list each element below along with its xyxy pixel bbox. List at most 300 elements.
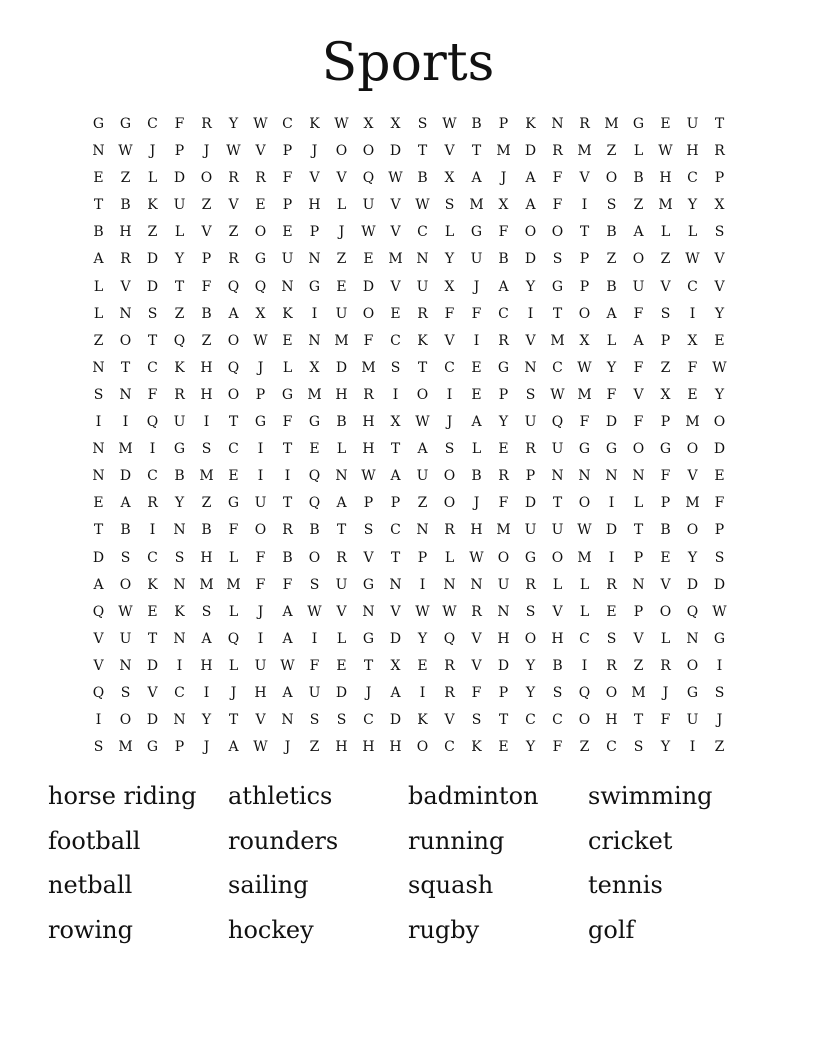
grid-letter: G: [227, 495, 240, 512]
grid-letter: J: [203, 143, 210, 160]
grid-letter: F: [471, 305, 482, 322]
grid-letter: P: [498, 116, 509, 132]
grid-letter: U: [470, 251, 483, 268]
grid-letter: F: [174, 116, 185, 132]
grid-letter: N: [632, 468, 645, 485]
grid-letter: D: [713, 576, 726, 593]
grid-letter: D: [92, 549, 105, 566]
grid-letter: V: [525, 332, 536, 349]
grid-letter: T: [633, 712, 644, 729]
grid-letter: W: [253, 116, 268, 132]
grid-letter: D: [335, 684, 348, 701]
grid-letter: A: [417, 441, 428, 458]
grid-letter: D: [713, 441, 726, 458]
grid-letter: E: [471, 386, 482, 403]
grid-letter: T: [228, 712, 239, 729]
grid-letter: V: [255, 143, 266, 160]
grid-letter: C: [147, 468, 158, 485]
grid-letter: L: [552, 576, 563, 593]
grid-letter: N: [524, 359, 537, 376]
grid-letter: W: [550, 386, 565, 403]
grid-letter: M: [307, 386, 322, 403]
grid-letter: L: [606, 332, 617, 349]
grid-letter: N: [173, 522, 186, 539]
grid-letter: G: [713, 630, 726, 647]
grid-letter: K: [525, 116, 536, 132]
grid-letter: P: [660, 495, 671, 512]
grid-letter: R: [498, 332, 509, 349]
grid-letter: H: [362, 414, 375, 431]
grid-letter: Y: [498, 414, 509, 431]
grid-letter: S: [120, 684, 131, 701]
word-list-item: running: [408, 826, 505, 855]
grid-letter: Z: [120, 170, 131, 187]
grid-letter: R: [579, 116, 590, 132]
grid-letter: A: [525, 197, 536, 214]
grid-letter: U: [335, 576, 348, 593]
grid-letter: F: [552, 170, 563, 187]
word-list-item: rowing: [48, 915, 133, 944]
grid-letter: R: [417, 305, 428, 322]
grid-letter: Z: [660, 251, 671, 268]
grid-letter: E: [93, 495, 104, 512]
grid-letter: V: [336, 170, 347, 187]
grid-letter: E: [660, 116, 671, 132]
grid-letter: O: [632, 251, 645, 268]
grid-letter: F: [282, 576, 293, 593]
grid-letter: X: [498, 197, 509, 214]
grid-letter: O: [362, 143, 375, 160]
grid-letter: W: [712, 359, 727, 376]
grid-letter: V: [363, 549, 374, 566]
grid-letter: X: [363, 116, 374, 132]
grid-letter: A: [228, 305, 239, 322]
grid-letter: A: [93, 251, 104, 268]
grid-letter: K: [471, 739, 482, 756]
grid-letter: U: [281, 251, 294, 268]
word-list-item: tennis: [588, 871, 663, 899]
grid-letter: S: [390, 359, 401, 376]
grid-letter: C: [687, 278, 698, 295]
grid-letter: D: [524, 251, 537, 268]
grid-letter: T: [552, 305, 563, 322]
grid-letter: F: [498, 495, 509, 512]
grid-letter: N: [335, 468, 348, 485]
grid-letter: Z: [633, 197, 644, 214]
grid-letter: F: [282, 170, 293, 187]
grid-letter: E: [363, 251, 374, 268]
grid-letter: N: [281, 278, 294, 295]
grid-letter: I: [257, 468, 264, 485]
grid-letter: N: [578, 468, 591, 485]
grid-letter: O: [551, 224, 564, 241]
grid-letter: N: [119, 305, 132, 322]
grid-letter: T: [714, 116, 725, 132]
grid-letter: J: [446, 414, 453, 431]
grid-letter: N: [92, 441, 105, 458]
grid-letter: N: [173, 630, 186, 647]
grid-letter: G: [686, 684, 699, 701]
grid-letter: Q: [173, 332, 186, 349]
grid-row: [85, 599, 733, 626]
grid-letter: N: [416, 251, 429, 268]
grid-letter: J: [257, 359, 264, 376]
grid-letter: P: [309, 224, 320, 241]
grid-letter: G: [362, 630, 375, 647]
grid-letter: O: [119, 576, 132, 593]
grid-letter: N: [281, 712, 294, 729]
grid-letter: E: [228, 468, 239, 485]
grid-letter: R: [444, 684, 455, 701]
grid-row: [85, 463, 733, 490]
grid-letter: D: [146, 278, 159, 295]
grid-letter: I: [689, 739, 696, 756]
grid-letter: E: [309, 441, 320, 458]
grid-letter: D: [497, 657, 510, 674]
grid-letter: L: [228, 603, 239, 620]
grid-letter: F: [201, 278, 212, 295]
grid-letter: U: [497, 576, 510, 593]
grid-letter: P: [525, 468, 536, 485]
grid-letter: L: [579, 603, 590, 620]
grid-letter: I: [527, 305, 534, 322]
grid-letter: B: [633, 170, 644, 187]
grid-letter: B: [201, 305, 212, 322]
word-list-item: squash: [408, 871, 494, 899]
grid-row: [85, 219, 733, 246]
word-list-item: rugby: [408, 915, 480, 944]
grid-letter: H: [362, 739, 375, 756]
grid-letter: F: [444, 305, 455, 322]
grid-letter: T: [147, 332, 158, 349]
grid-letter: P: [660, 332, 671, 349]
grid-letter: E: [417, 657, 428, 674]
grid-letter: D: [146, 712, 159, 729]
grid-letter: F: [498, 224, 509, 241]
grid-letter: Z: [633, 657, 644, 674]
grid-row: [85, 653, 733, 680]
grid-letter: A: [390, 684, 401, 701]
grid-letter: J: [311, 143, 318, 160]
grid-letter: X: [255, 305, 266, 322]
grid-letter: L: [228, 657, 239, 674]
grid-letter: E: [471, 359, 482, 376]
grid-letter: F: [660, 468, 671, 485]
grid-letter: L: [579, 576, 590, 593]
grid-letter: I: [419, 576, 426, 593]
grid-letter: D: [146, 657, 159, 674]
grid-letter: E: [390, 305, 401, 322]
grid-letter: M: [685, 414, 700, 431]
grid-letter: K: [147, 197, 158, 214]
grid-letter: Q: [227, 359, 240, 376]
grid-letter: R: [336, 549, 347, 566]
grid-letter: S: [552, 684, 563, 701]
grid-letter: P: [714, 170, 725, 187]
grid-row: [85, 490, 733, 517]
grid-letter: Z: [606, 251, 617, 268]
grid-letter: C: [228, 441, 239, 458]
grid-letter: Y: [174, 495, 185, 512]
grid-letter: G: [281, 386, 294, 403]
grid-letter: Z: [606, 143, 617, 160]
grid-letter: G: [254, 251, 267, 268]
grid-letter: F: [282, 414, 293, 431]
grid-letter: A: [390, 468, 401, 485]
grid-letter: V: [390, 224, 401, 241]
grid-row: [85, 436, 733, 463]
grid-letter: N: [686, 630, 699, 647]
grid-letter: N: [389, 576, 402, 593]
grid-letter: O: [254, 522, 267, 539]
word-list-item: badminton: [408, 782, 539, 810]
grid-letter: E: [498, 441, 509, 458]
grid-letter: S: [714, 224, 725, 241]
grid-letter: V: [633, 386, 644, 403]
grid-letter: U: [551, 441, 564, 458]
grid-letter: F: [363, 332, 374, 349]
grid-letter: B: [201, 522, 212, 539]
grid-letter: W: [442, 116, 457, 132]
grid-letter: B: [309, 522, 320, 539]
grid-row: [85, 517, 733, 544]
word-list: [48, 774, 768, 952]
grid-letter: Y: [525, 657, 536, 674]
grid-letter: D: [146, 251, 159, 268]
grid-letter: C: [552, 359, 563, 376]
grid-row: [85, 301, 733, 328]
grid-letter: W: [253, 739, 268, 756]
grid-letter: Z: [174, 305, 185, 322]
grid-letter: P: [714, 522, 725, 539]
grid-letter: G: [578, 441, 591, 458]
grid-letter: H: [335, 739, 348, 756]
grid-letter: Y: [714, 386, 725, 403]
grid-letter: I: [581, 197, 588, 214]
grid-letter: H: [200, 549, 213, 566]
grid-letter: P: [633, 549, 644, 566]
grid-letter: F: [714, 495, 725, 512]
grid-letter: N: [173, 712, 186, 729]
grid-letter: J: [257, 603, 264, 620]
grid-letter: V: [390, 603, 401, 620]
grid-letter: N: [551, 116, 564, 132]
grid-letter: I: [311, 630, 318, 647]
grid-letter: T: [633, 522, 644, 539]
grid-letter: A: [498, 278, 509, 295]
grid-letter: M: [496, 522, 511, 539]
grid-letter: O: [686, 657, 699, 674]
grid-letter: S: [606, 630, 617, 647]
grid-letter: S: [147, 305, 158, 322]
grid-letter: U: [551, 522, 564, 539]
grid-letter: B: [282, 549, 293, 566]
grid-letter: L: [660, 630, 671, 647]
grid-letter: T: [390, 441, 401, 458]
grid-row: [85, 246, 733, 273]
grid-letter: N: [92, 143, 105, 160]
grid-letter: C: [687, 170, 698, 187]
grid-letter: V: [660, 576, 671, 593]
grid-letter: W: [118, 143, 133, 160]
grid-letter: W: [307, 603, 322, 620]
grid-letter: S: [714, 549, 725, 566]
grid-letter: D: [389, 143, 402, 160]
grid-letter: M: [577, 386, 592, 403]
grid-letter: O: [551, 549, 564, 566]
grid-letter: Z: [714, 739, 725, 756]
grid-letter: V: [714, 251, 725, 268]
grid-letter: I: [95, 414, 102, 431]
grid-letter: H: [119, 224, 132, 241]
grid-letter: N: [308, 332, 321, 349]
grid-row: [85, 626, 733, 653]
grid-letter: I: [257, 630, 264, 647]
grid-letter: O: [443, 495, 456, 512]
grid-letter: N: [470, 576, 483, 593]
grid-letter: R: [471, 603, 482, 620]
grid-letter: P: [201, 251, 212, 268]
grid-letter: Z: [228, 224, 239, 241]
grid-letter: T: [120, 359, 131, 376]
grid-letter: R: [444, 657, 455, 674]
grid-letter: L: [687, 224, 698, 241]
grid-letter: V: [660, 278, 671, 295]
grid-letter: D: [335, 359, 348, 376]
grid-letter: N: [119, 657, 132, 674]
grid-letter: O: [524, 224, 537, 241]
grid-letter: Q: [227, 278, 240, 295]
grid-letter: N: [497, 603, 510, 620]
grid-letter: D: [524, 495, 537, 512]
grid-letter: F: [633, 359, 644, 376]
grid-letter: M: [550, 332, 565, 349]
grid-letter: V: [444, 332, 455, 349]
grid-letter: C: [390, 332, 401, 349]
grid-letter: P: [579, 278, 590, 295]
grid-letter: S: [714, 684, 725, 701]
grid-letter: B: [336, 414, 347, 431]
grid-letter: S: [93, 386, 104, 403]
grid-letter: K: [309, 116, 320, 132]
grid-letter: Z: [579, 739, 590, 756]
grid-letter: O: [632, 441, 645, 458]
grid-letter: V: [309, 170, 320, 187]
grid-letter: O: [659, 603, 672, 620]
grid-letter: B: [174, 468, 185, 485]
grid-letter: P: [282, 143, 293, 160]
grid-letter: T: [147, 630, 158, 647]
grid-letter: V: [444, 712, 455, 729]
grid-row: [85, 409, 733, 436]
grid-letter: P: [174, 143, 185, 160]
grid-letter: T: [336, 522, 347, 539]
grid-letter: B: [417, 170, 428, 187]
grid-letter: K: [417, 712, 428, 729]
grid-letter: V: [390, 197, 401, 214]
grid-letter: T: [579, 224, 590, 241]
grid-letter: R: [201, 116, 212, 132]
grid-letter: S: [309, 712, 320, 729]
grid-letter: G: [497, 359, 510, 376]
grid-letter: A: [282, 630, 293, 647]
grid-letter: H: [605, 712, 618, 729]
grid-letter: M: [118, 739, 133, 756]
grid-letter: A: [120, 495, 131, 512]
grid-letter: P: [633, 603, 644, 620]
grid-letter: F: [660, 712, 671, 729]
grid-letter: W: [469, 549, 484, 566]
grid-letter: S: [552, 251, 563, 268]
grid-letter: S: [633, 739, 644, 756]
grid-letter: V: [93, 657, 104, 674]
grid-letter: I: [311, 305, 318, 322]
grid-letter: U: [362, 197, 375, 214]
grid-letter: M: [199, 576, 214, 593]
grid-letter: W: [388, 170, 403, 187]
grid-letter: U: [308, 684, 321, 701]
grid-letter: J: [203, 739, 210, 756]
grid-row: [85, 572, 733, 599]
grid-letter: T: [417, 359, 428, 376]
grid-letter: A: [201, 630, 212, 647]
grid-letter: P: [363, 495, 374, 512]
grid-letter: D: [173, 170, 186, 187]
grid-letter: Y: [687, 549, 698, 566]
grid-letter: L: [228, 549, 239, 566]
grid-letter: R: [714, 143, 725, 160]
grid-letter: V: [390, 278, 401, 295]
grid-letter: Z: [417, 495, 428, 512]
grid-letter: J: [500, 170, 507, 187]
grid-letter: Z: [336, 251, 347, 268]
grid-letter: Q: [362, 170, 375, 187]
grid-letter: X: [687, 332, 698, 349]
grid-letter: N: [92, 468, 105, 485]
grid-letter: Q: [146, 414, 159, 431]
grid-letter: F: [606, 386, 617, 403]
grid-letter: V: [255, 712, 266, 729]
grid-row: [85, 165, 733, 192]
grid-letter: S: [660, 305, 671, 322]
grid-letter: I: [203, 414, 210, 431]
grid-letter: B: [606, 278, 617, 295]
grid-letter: H: [254, 684, 267, 701]
grid-letter: D: [605, 414, 618, 431]
grid-letter: E: [336, 657, 347, 674]
grid-letter: E: [714, 332, 725, 349]
grid-letter: V: [579, 170, 590, 187]
grid-letter: W: [415, 603, 430, 620]
word-list-item: cricket: [588, 826, 673, 855]
grid-letter: E: [606, 603, 617, 620]
word-list-item: rounders: [228, 826, 339, 855]
grid-letter: B: [660, 522, 671, 539]
grid-letter: R: [147, 495, 158, 512]
grid-letter: O: [227, 332, 240, 349]
grid-letter: Z: [309, 739, 320, 756]
grid-letter: M: [118, 441, 133, 458]
grid-letter: I: [149, 441, 156, 458]
grid-letter: L: [282, 359, 293, 376]
grid-letter: O: [713, 414, 726, 431]
grid-letter: A: [471, 414, 482, 431]
grid-letter: V: [228, 197, 239, 214]
grid-letter: D: [686, 576, 699, 593]
grid-letter: S: [525, 386, 536, 403]
grid-letter: W: [226, 143, 241, 160]
grid-letter: K: [174, 359, 185, 376]
